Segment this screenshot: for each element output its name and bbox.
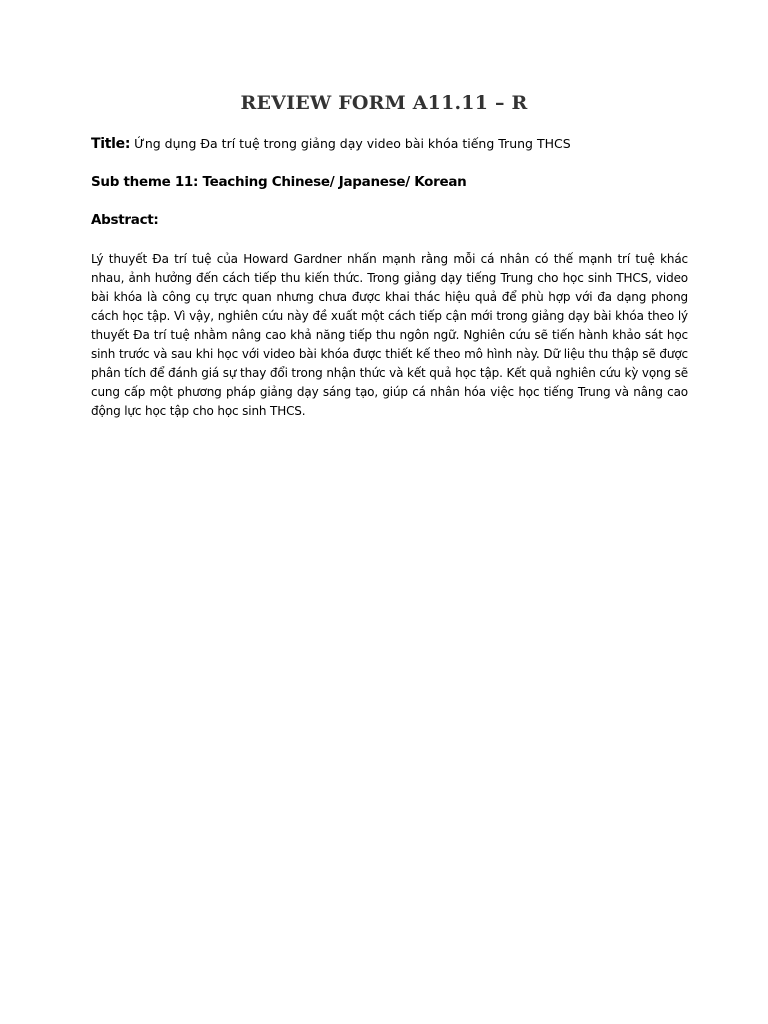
sub-theme: Sub theme 11: Teaching Chinese/ Japanese/ Korean: [91, 174, 467, 190]
abstract-body: Lý thuyết Đa trí tuệ của Howard Gardner nhấn mạnh rằng mỗi cá nhân có thế mạnh trí tuệ khác nhau, ảnh hưởng đến cách tiếp thu kiến thức. Trong giảng dạy tiếng Trung cho học sinh THCS, video bài khóa là công cụ trực quan nhưng chưa được khai thác hiệu quả để phù hợp với đa dạng phong cách học tập. Vì vậy, nghiên cứu này đề xuất một cách tiếp cận mới trong giảng dạy bài khóa theo lý thuyết Đa trí tuệ nhằm nâng cao khả năng tiếp thu ngôn ngữ. Nghiên cứu sẽ tiến hành khảo sát học sinh trước và sau khi học với video bài khóa được thiết kế theo mô hình này. Dữ liệu thu thập sẽ được phân tích để đánh giá sự thay đổi trong nhận thức và kết quả học tập. Kết quả nghiên cứu kỳ vọng sẽ cung cấp một phương pháp giảng dạy sáng tạo, giúp cá nhân hóa việc học tiếng Trung và nâng cao động lực học tập cho học sinh THCS.: [91, 252, 688, 418]
title-line: [91, 136, 691, 152]
abstract-heading: Abstract:: [91, 212, 159, 228]
title-label: Title:: [91, 136, 131, 152]
title-value: Ứng dụng Đa trí tuệ trong giảng dạy video bài khóa tiếng Trung THCS: [134, 136, 571, 151]
form-title: REVIEW FORM A11.11 – R: [240, 92, 528, 114]
